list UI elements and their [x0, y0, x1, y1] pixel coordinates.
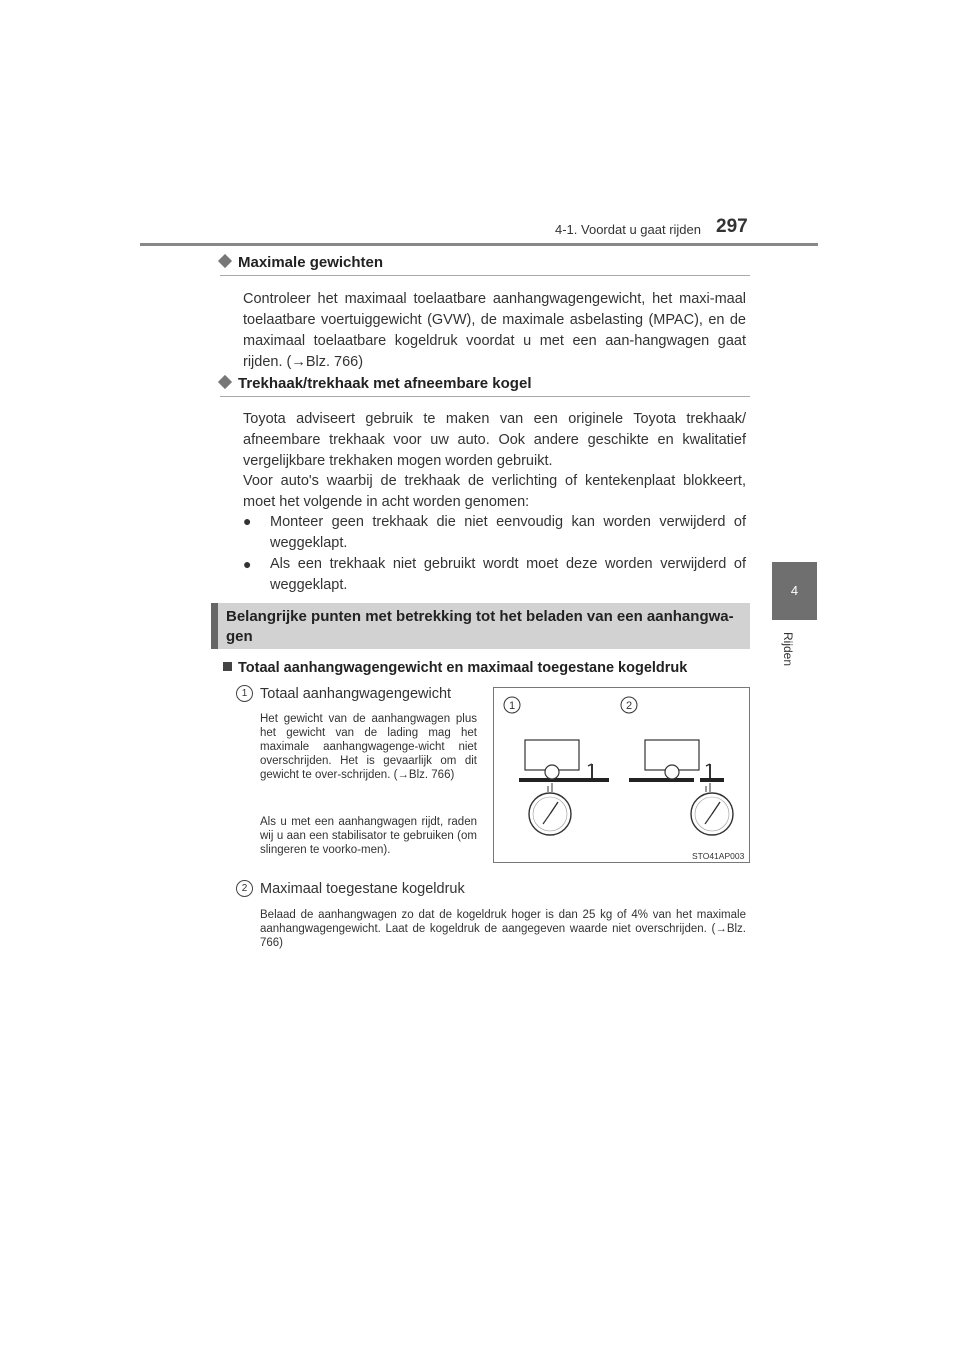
bullet-item: Als een trekhaak niet gebruikt wordt moet deze worden verwijderd of weggeklapt.	[270, 556, 746, 593]
number-2-icon: 2	[236, 880, 253, 897]
trailer-weight-illustration	[493, 687, 750, 863]
paragraph: Toyota adviseert gebruik te maken van een originele Toyota trekhaak/ afneembare trekhaak voor uw auto. Ook andere geschikte en kwalitatief vergelijkbare trekhaken mogen worden gebruikt.	[243, 411, 746, 469]
trailer-on-scale	[519, 740, 609, 835]
figure-code: STO41AP003	[692, 851, 745, 861]
paragraph: Controleer het maximaal toelaatbare aanhangwagengewicht, het maxi-maal toelaatbare voertuiggewicht (GVW), de maximale asbelasting (MPAC), en de maximaal toelaatbare kogeldruk voordat u met een aan-hangwagen gaat rijden. (→Blz. 766)	[243, 291, 746, 370]
section-title-maximale-gewichten: Maximale gewichten	[220, 254, 383, 271]
figure-label-2	[621, 697, 637, 713]
section-title-trekhaak: Trekhaak/trekhaak met afneembare kogel	[220, 375, 531, 392]
item-title-kogeldruk: Maximaal toegestane kogeldruk	[260, 881, 465, 897]
item-title-totaal-gewicht: Totaal aanhangwagengewicht	[260, 686, 452, 702]
item-text: Als u met een aanhangwagen rijdt, raden wij u aan een stabilisator te gebruiken (om slingeren te voorko-men).	[260, 816, 477, 856]
header-divider	[140, 243, 818, 246]
page-number: 297	[716, 216, 748, 237]
diamond-bullet-icon	[218, 254, 232, 268]
section-rule	[220, 396, 750, 397]
trailer-ball-on-scale	[629, 740, 733, 835]
section-rule	[220, 275, 750, 276]
trailer-weight-diagram	[494, 688, 749, 862]
bullet-dot-icon: ●	[243, 556, 252, 572]
figure-label-1	[504, 697, 520, 713]
square-bullet-icon	[223, 662, 232, 671]
svg-text:1: 1	[508, 700, 516, 712]
item-text: Belaad de aanhangwagen zo dat de kogeldruk hoger is dan 25 kg of 4% van het maximale aanhangwagengewicht. Laat de kogeldruk de aangegeven waarde niet overschrijden. (→Blz. 766)	[260, 909, 746, 949]
chapter-tab-label: Rijden	[781, 632, 795, 667]
header-section-title: 4-1. Voordat u gaat rijden	[555, 222, 701, 237]
svg-text:2: 2	[625, 700, 633, 712]
diamond-bullet-icon	[218, 375, 232, 389]
chapter-tab[interactable]: 4	[772, 562, 817, 620]
number-1-icon: 1	[236, 685, 253, 702]
bullet-dot-icon: ●	[243, 513, 252, 529]
item-text: Het gewicht van de aanhangwagen plus het gewicht van de lading mag het maximale aanhangwagenge-wicht niet overschrijden. Het is gevaarlijk om dit gewicht te over-schrijden. (→Blz. 766)	[260, 713, 477, 781]
subsection-title: Totaal aanhangwagengewicht en maximaal toegestane kogeldruk	[223, 660, 687, 676]
important-points-box: Belangrijke punten met betrekking tot het beladen van een aanhangwa-gen	[211, 603, 750, 649]
bullet-item: Monteer geen trekhaak die niet eenvoudig kan worden verwijderd of weggeklapt.	[270, 514, 746, 551]
paragraph: Voor auto's waarbij de trekhaak de verlichting of kentekenplaat blokkeert, moet het volgende in acht worden genomen:	[243, 473, 746, 510]
